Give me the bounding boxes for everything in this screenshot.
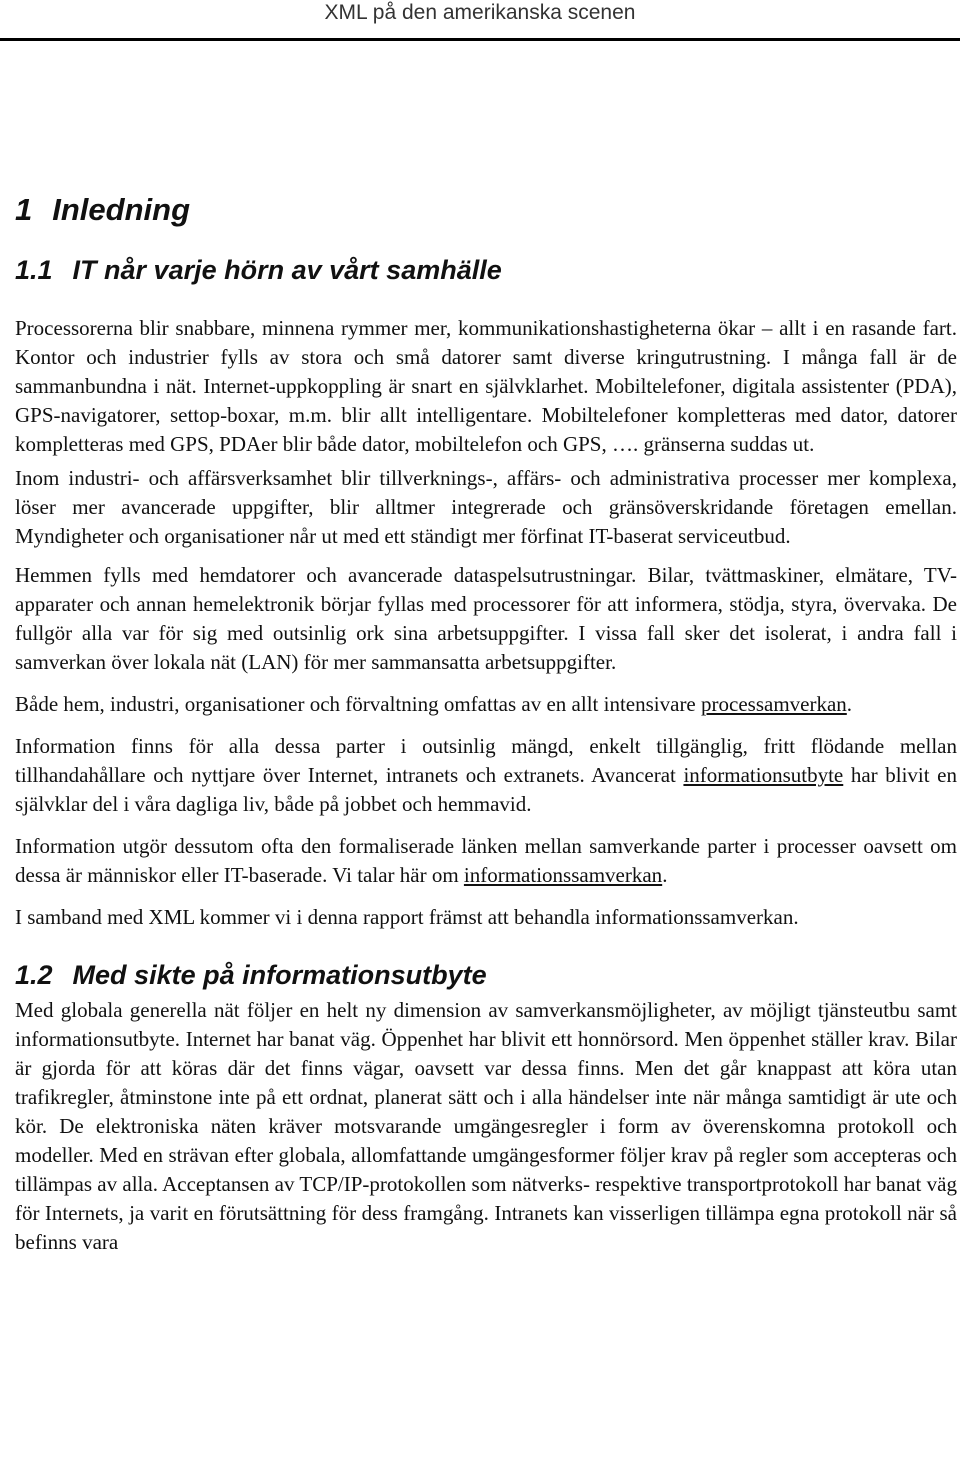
section-title: IT når varje hörn av vårt samhälle [72, 255, 502, 285]
paragraph-processamverkan [15, 690, 957, 719]
paragraph-informationssamverkan [15, 832, 957, 890]
paragraph-informationsutbyte [15, 732, 957, 819]
paragraph-processors: Processorerna blir snabbare, minnena rymmer mer, kommunikationshastigheterna ökar – allt i en rasande fart. Kontor och industrier fylls av stora och små datorer samt diverse kringutrustning. I många fall är de sammanbundna i nät. Internet-uppkoppling är snart en självklarhet. Mobiltelefoner, digitala assistenter (PDA), GPS-navigatorer, settop-boxar, m.m. blir allt intelligentare. Mobiltelefoner kompletteras med dator, datorer kompletteras med GPS, PDAer blir både dator, mobiltelefon och GPS, …. gränserna suddas ut. [15, 316, 957, 456]
paragraph-text: Information utgör dessutom ofta den formaliserade länken mellan samverkande parter i processer oavsett om dessa är människor eller IT-baserade. Vi talar här om [15, 834, 957, 887]
section-number: 1.2 [15, 960, 53, 990]
underlined-term-informationssamverkan: informationssamverkan [463, 863, 663, 887]
chapter-heading [15, 190, 957, 230]
underlined-term-processamverkan: processamverkan [701, 692, 847, 716]
paragraph-xml-scope: I samband med XML kommer vi i denna rapport främst att behandla informationssamverkan. [15, 905, 799, 929]
paragraph-text: . [662, 863, 668, 887]
section-heading-1-2 [15, 958, 957, 992]
underlined-term-informationsutbyte: informationsutbyte [683, 763, 844, 787]
section-number: 1.1 [15, 255, 53, 285]
paragraph-industry: Inom industri- och affärsverksamhet blir tillverknings-, affärs- och administrativa processer mer komplexa, löser mer avancerade uppgifter, blir alltmer integrerade och gränsöverskridande företagen emellan. Myndigheter och organisationer når ut med ett ständigt mer förfinat IT-baserat serviceutbud. [15, 466, 957, 548]
paragraph-text: . [846, 692, 853, 716]
page-content [15, 190, 957, 1257]
paragraph-text: har blivit en självklar del i våra dagliga liv, både på jobbet och hemmavid. [15, 763, 957, 816]
paragraph-homes: Hemmen fylls med hemdatorer och avancerade dataspelsutrustningar. Bilar, tvättmaskiner, elmätare, TV-apparater och annan hemelektronik börjar fyllas med processorer för att informera, stödja, styra, övervaka. De fullgör alla var för sig med outsinlig ork sina arbetsuppgifter. I vissa fall sker det isolerat, i andra fall i samverkan över lokala nät (LAN) för mer sammansatta arbetsuppgifter. [15, 563, 957, 674]
section-heading-1-1 [15, 253, 957, 287]
running-header-title: XML på den amerikanska scenen [324, 1, 636, 24]
chapter-number: 1 [15, 192, 33, 227]
paragraph-text: Både hem, industri, organisationer och förvaltning omfattas av en allt intensivare [15, 692, 702, 716]
chapter-title: Inledning [52, 192, 191, 227]
section-title: Med sikte på informationsutbyte [72, 960, 487, 990]
running-header [0, 0, 960, 41]
paragraph-global-networks: Med globala generella nät följer en helt ny dimension av samverkansmöjligheter, av möjligt tjänsteutbu samt informationsutbyte. Internet har banat väg. Öppenhet har blivit ett honnörsord. Men öppenhet ställer krav. Bilar är gjorda för att köras där det finns vägar, oavsett var dessa finns. Men det går knappast att köra utan trafikregler, åtminstone inte på ett ordnat, planerat sätt och i alla händelser inte när många samtidigt är ute och kör. De elektroniska näten kräver motsvarande umgängesregler i form av överenskomna protokoll och modeller. Med en strävan efter globala, allomfattande umgängesformer följer krav på regler som accepteras och tillämpas av alla. Acceptansen av TCP/IP-protokollen som nätverks- respektive transportprotokoll har banat väg för Internets, ja varit en förutsättning för dess framgång. Intranets kan visserligen tillämpa egna protokoll när så befinns vara [15, 998, 957, 1254]
paragraph-text: Information finns för alla dessa parter i outsinlig mängd, enkelt tillgänglig, fritt flödande mellan tillhandahållare och nyttjare över Internet, intranets och extranets. Avancerat [15, 734, 957, 787]
